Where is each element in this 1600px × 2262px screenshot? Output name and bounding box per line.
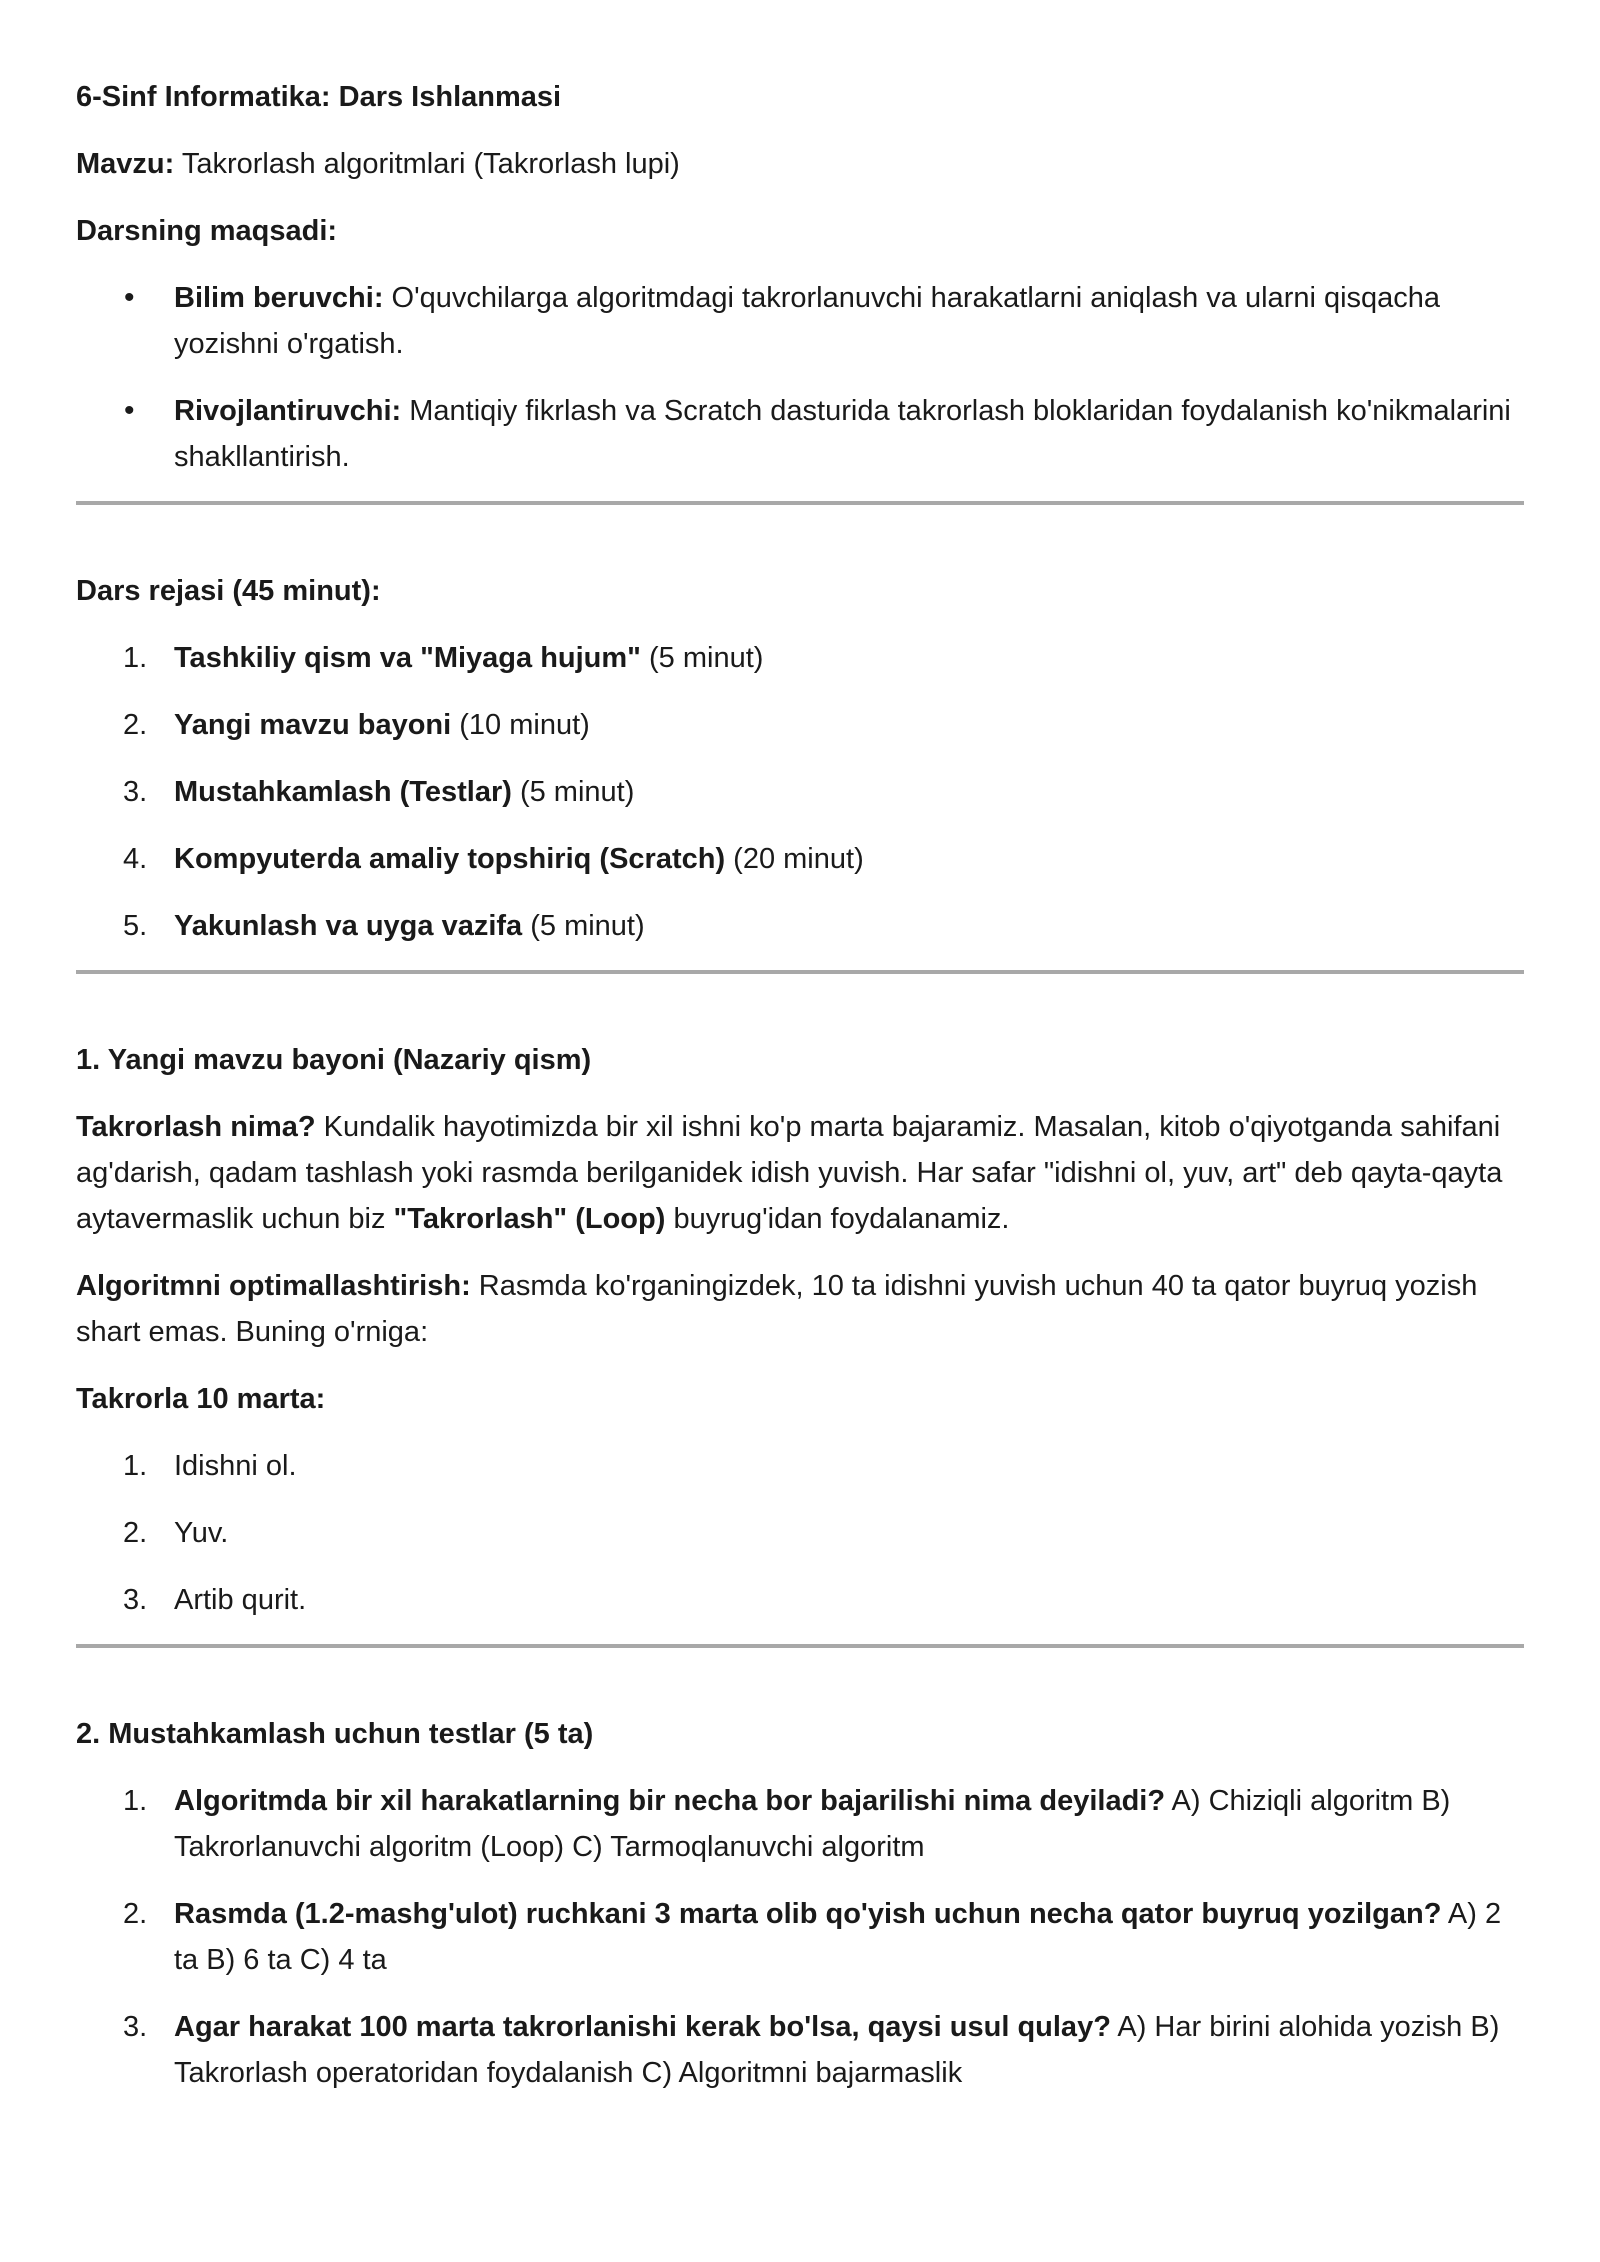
section1-paragraph-1 — [76, 1104, 1524, 1242]
list-number: 2. — [123, 1517, 148, 1549]
goal-label: Bilim beruvchi: — [174, 282, 384, 314]
list-item — [76, 1510, 1524, 1556]
bullet-icon: • — [124, 281, 135, 314]
paragraph-text: Kundalik hayotimizda bir xil ishni ko'p marta bajaramiz. Masalan, kitob o'qiyotganda sahifani ag'darish, qadam tashlash yoki rasmda berilganidek idish yuvish. Har safar "idishni ol, yuv, art" deb qayta-qayta aytavermaslik uchun biz — [76, 1111, 1503, 1235]
list-number: 5. — [123, 910, 148, 942]
goals-heading: Darsning maqsadi: — [76, 215, 338, 247]
list-number: 1. — [123, 642, 148, 674]
loop-heading: Takrorla 10 marta: — [76, 1383, 326, 1415]
plan-label: Yangi mavzu bayoni — [174, 709, 452, 741]
topic-line — [76, 141, 1524, 187]
plan-label: Mustahkamlash (Testlar) — [174, 776, 512, 808]
paragraph-text: Rasmda ko'rganingizdek, 10 ta idishni yuvish uchun 40 ta qator buyruq yozish shart emas. Buning o'rniga: — [76, 1270, 1478, 1348]
tests-list — [76, 1778, 1524, 2096]
list-item — [76, 903, 1524, 949]
plan-label: Tashkiliy qism va "Miyaga hujum" — [174, 642, 641, 674]
list-item — [76, 702, 1524, 748]
list-number: 2. — [123, 1898, 148, 1930]
topic-text: Takrorlash algoritmlari (Takrorlash lupi) — [174, 148, 680, 180]
goals-list — [76, 275, 1524, 480]
test-answers: A) 2 ta B) 6 ta C) 4 ta — [174, 1898, 1502, 1976]
list-item — [76, 769, 1524, 815]
goal-label: Rivojlantiruvchi: — [174, 395, 402, 427]
list-number: 3. — [123, 1584, 148, 1616]
bullet-icon: • — [124, 394, 135, 427]
plan-label: Yakunlash va uyga vazifa — [174, 910, 523, 942]
list-number: 1. — [123, 1785, 148, 1817]
goal-text: Mantiqiy fikrlash va Scratch dasturida takrorlash bloklaridan foydalanish ko'nikmalarini shakllantirish. — [174, 395, 1511, 473]
section-divider — [76, 970, 1524, 974]
plan-duration: (5 minut) — [511, 776, 635, 808]
section-divider — [76, 1644, 1524, 1648]
plan-duration: (10 minut) — [451, 709, 590, 741]
test-question: Rasmda (1.2-mashg'ulot) ruchkani 3 marta olib qo'yish uchun necha qator buyruq yozilgan? — [174, 1898, 1442, 1930]
topic-label: Mavzu: — [76, 148, 175, 180]
plan-list — [76, 635, 1524, 949]
paragraph-text: buyrug'idan foydalanamiz. — [665, 1203, 1010, 1235]
list-number: 3. — [123, 2011, 148, 2043]
list-item — [76, 388, 1524, 480]
test-answers: A) Chiziqli algoritm B) Takrorlanuvchi algoritm (Loop) C) Tarmoqlanuvchi algoritm — [174, 1785, 1451, 1863]
section2-heading: 2. Mustahkamlash uchun testlar (5 ta) — [76, 1718, 594, 1750]
loop-steps-list — [76, 1443, 1524, 1623]
test-answers: A) Har birini alohida yozish B) Takrorlash operatoridan foydalanish C) Algoritmni bajarmaslik — [174, 2011, 1500, 2089]
list-item — [76, 1778, 1524, 1870]
list-item — [76, 275, 1524, 367]
loop-step-text: Artib qurit. — [174, 1584, 307, 1616]
section1-heading: 1. Yangi mavzu bayoni (Nazariy qism) — [76, 1044, 592, 1076]
test-question: Agar harakat 100 marta takrorlanishi kerak bo'lsa, qaysi usul qulay? — [174, 2011, 1111, 2043]
section-divider — [76, 501, 1524, 505]
plan-duration: (5 minut) — [640, 642, 764, 674]
plan-duration: (20 minut) — [725, 843, 864, 875]
list-item — [76, 1891, 1524, 1983]
document-title: 6-Sinf Informatika: Dars Ishlanmasi — [76, 81, 562, 113]
list-number: 4. — [123, 843, 148, 875]
list-item — [76, 1443, 1524, 1489]
paragraph-bold-phrase: "Takrorlash" (Loop) — [393, 1203, 666, 1235]
list-item — [76, 836, 1524, 882]
list-item — [76, 2004, 1524, 2096]
paragraph-label: Takrorlash nima? — [76, 1111, 316, 1143]
loop-step-text: Yuv. — [174, 1517, 229, 1549]
plan-label: Kompyuterda amaliy topshiriq (Scratch) — [174, 843, 726, 875]
list-number: 2. — [123, 709, 148, 741]
section1-paragraph-2 — [76, 1263, 1524, 1355]
loop-step-text: Idishni ol. — [174, 1450, 297, 1482]
list-item — [76, 1577, 1524, 1623]
plan-heading: Dars rejasi (45 minut): — [76, 575, 381, 607]
list-item — [76, 635, 1524, 681]
test-question: Algoritmda bir xil harakatlarning bir necha bor bajarilishi nima deyiladi? — [174, 1785, 1166, 1817]
plan-duration: (5 minut) — [522, 910, 645, 942]
list-number: 1. — [123, 1450, 148, 1482]
goal-text: O'quvchilarga algoritmdagi takrorlanuvchi harakatlarni aniqlash va ularni qisqacha yozishni o'rgatish. — [174, 282, 1441, 360]
paragraph-label: Algoritmni optimallashtirish: — [76, 1270, 471, 1302]
list-number: 3. — [123, 776, 148, 808]
